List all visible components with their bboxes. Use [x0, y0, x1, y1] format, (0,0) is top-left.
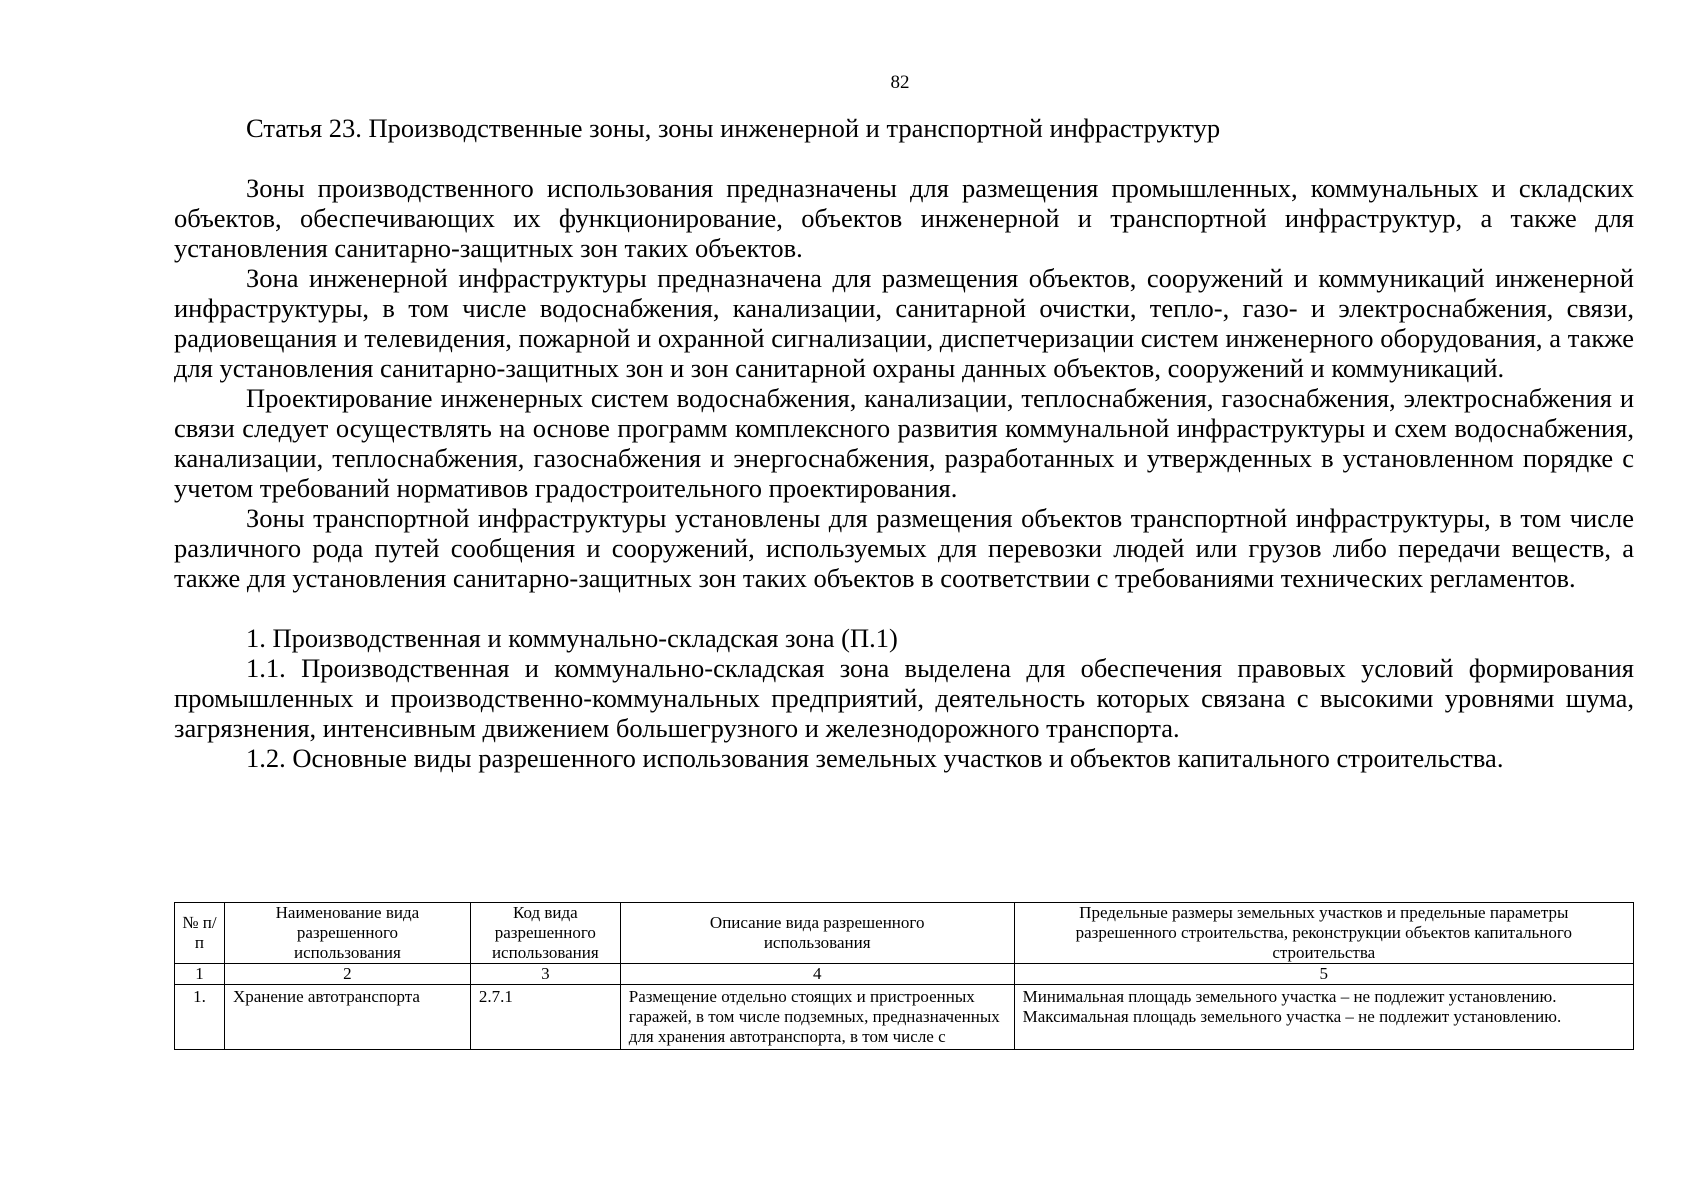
column-number: 2 — [224, 964, 470, 985]
row-name: Хранение автотранспорта — [224, 985, 470, 1050]
header-name: Наименование вида разрешенного использования — [224, 903, 470, 964]
column-number: 5 — [1014, 964, 1633, 985]
permitted-use-table — [174, 902, 1634, 1050]
page-number: 82 — [890, 72, 910, 93]
header-description: Описание вида разрешенного использования — [620, 903, 1014, 964]
column-number: 3 — [470, 964, 620, 985]
paragraph-engineering-design: Проектирование инженерных систем водоснабжения, канализации, теплоснабжения, газоснабжения, электроснабжения и связи следует осуществлять на основе программ комплексного развития коммунальной инфраструктуры и схем водоснабжения, канализации, теплоснабжения, газоснабжения и энергоснабжения, разработанных и утвержденных в установленном порядке с учетом требований нормативов градостроительного проектирования. — [174, 383, 1634, 503]
header-code: Код вида разрешенного использования — [470, 903, 620, 964]
article-title: Статья 23. Производственные зоны, зоны инженерной и транспортной инфраструктур — [246, 113, 1221, 143]
row-limits — [1014, 985, 1633, 1050]
paragraph-production-zones: Зоны производственного использования предназначены для размещения промышленных, коммунальных и складских объектов, обеспечивающих их функционирование, объектов инженерной и транспортной инфраструктур, а также для установления санитарно-защитных зон таких объектов. — [174, 173, 1634, 263]
section-item-1-2: 1.2. Основные виды разрешенного использования земельных участков и объектов капитального строительства. — [246, 743, 1504, 773]
row-code: 2.7.1 — [470, 985, 620, 1050]
document-body — [174, 113, 1634, 773]
paragraph-transport-zones: Зоны транспортной инфраструктуры установлены для размещения объектов транспортной инфраструктуры, в том числе различного рода путей сообщения и сооружений, используемых для перевозки людей или грузов либо передачи веществ, а также для установления санитарно-защитных зон таких объектов в соответствии с требованиями технических регламентов. — [174, 503, 1634, 593]
row-num: 1. — [175, 985, 225, 1050]
section-heading: 1. Производственная и коммунально-складская зона (П.1) — [246, 623, 898, 653]
row-limit-min-area: Минимальная площадь земельного участка – не подлежит установлению. — [1022, 987, 1557, 1006]
table-header-row — [175, 903, 1634, 964]
header-limits: Предельные размеры земельных участков и предельные параметры разрешенного строительства, реконструкции объектов капитального строительства — [1014, 903, 1633, 964]
column-number: 4 — [620, 964, 1014, 985]
column-number-row — [175, 964, 1634, 985]
section-item-1-1: 1.1. Производственная и коммунально-складская зона выделена для обеспечения правовых условий формирования промышленных и производственно-коммунальных предприятий, деятельность которых связана с высокими уровнями шума, загрязнения, интенсивным движением большегрузного и железнодорожного транспорта. — [174, 653, 1634, 743]
table-row — [175, 985, 1634, 1050]
paragraph-engineering-zone: Зона инженерной инфраструктуры предназначена для размещения объектов, сооружений и коммуникаций инженерной инфраструктуры, в том числе водоснабжения, канализации, санитарной очистки, тепло-, газо- и электроснабжения, связи, радиовещания и телевидения, пожарной и охранной сигнализации, диспетчеризации систем инженерного оборудования, а также для установления санитарно-защитных зон и зон санитарной охраны данных объектов, сооружений и коммуникаций. — [174, 263, 1634, 383]
row-description: Размещение отдельно стоящих и пристроенных гаражей, в том числе подземных, предназначенных для хранения автотранспорта, в том числе с — [620, 985, 1014, 1050]
header-num: № п/п — [175, 903, 225, 964]
column-number: 1 — [175, 964, 225, 985]
row-limit-max-area: Максимальная площадь земельного участка – не подлежит установлению. — [1022, 1007, 1562, 1026]
